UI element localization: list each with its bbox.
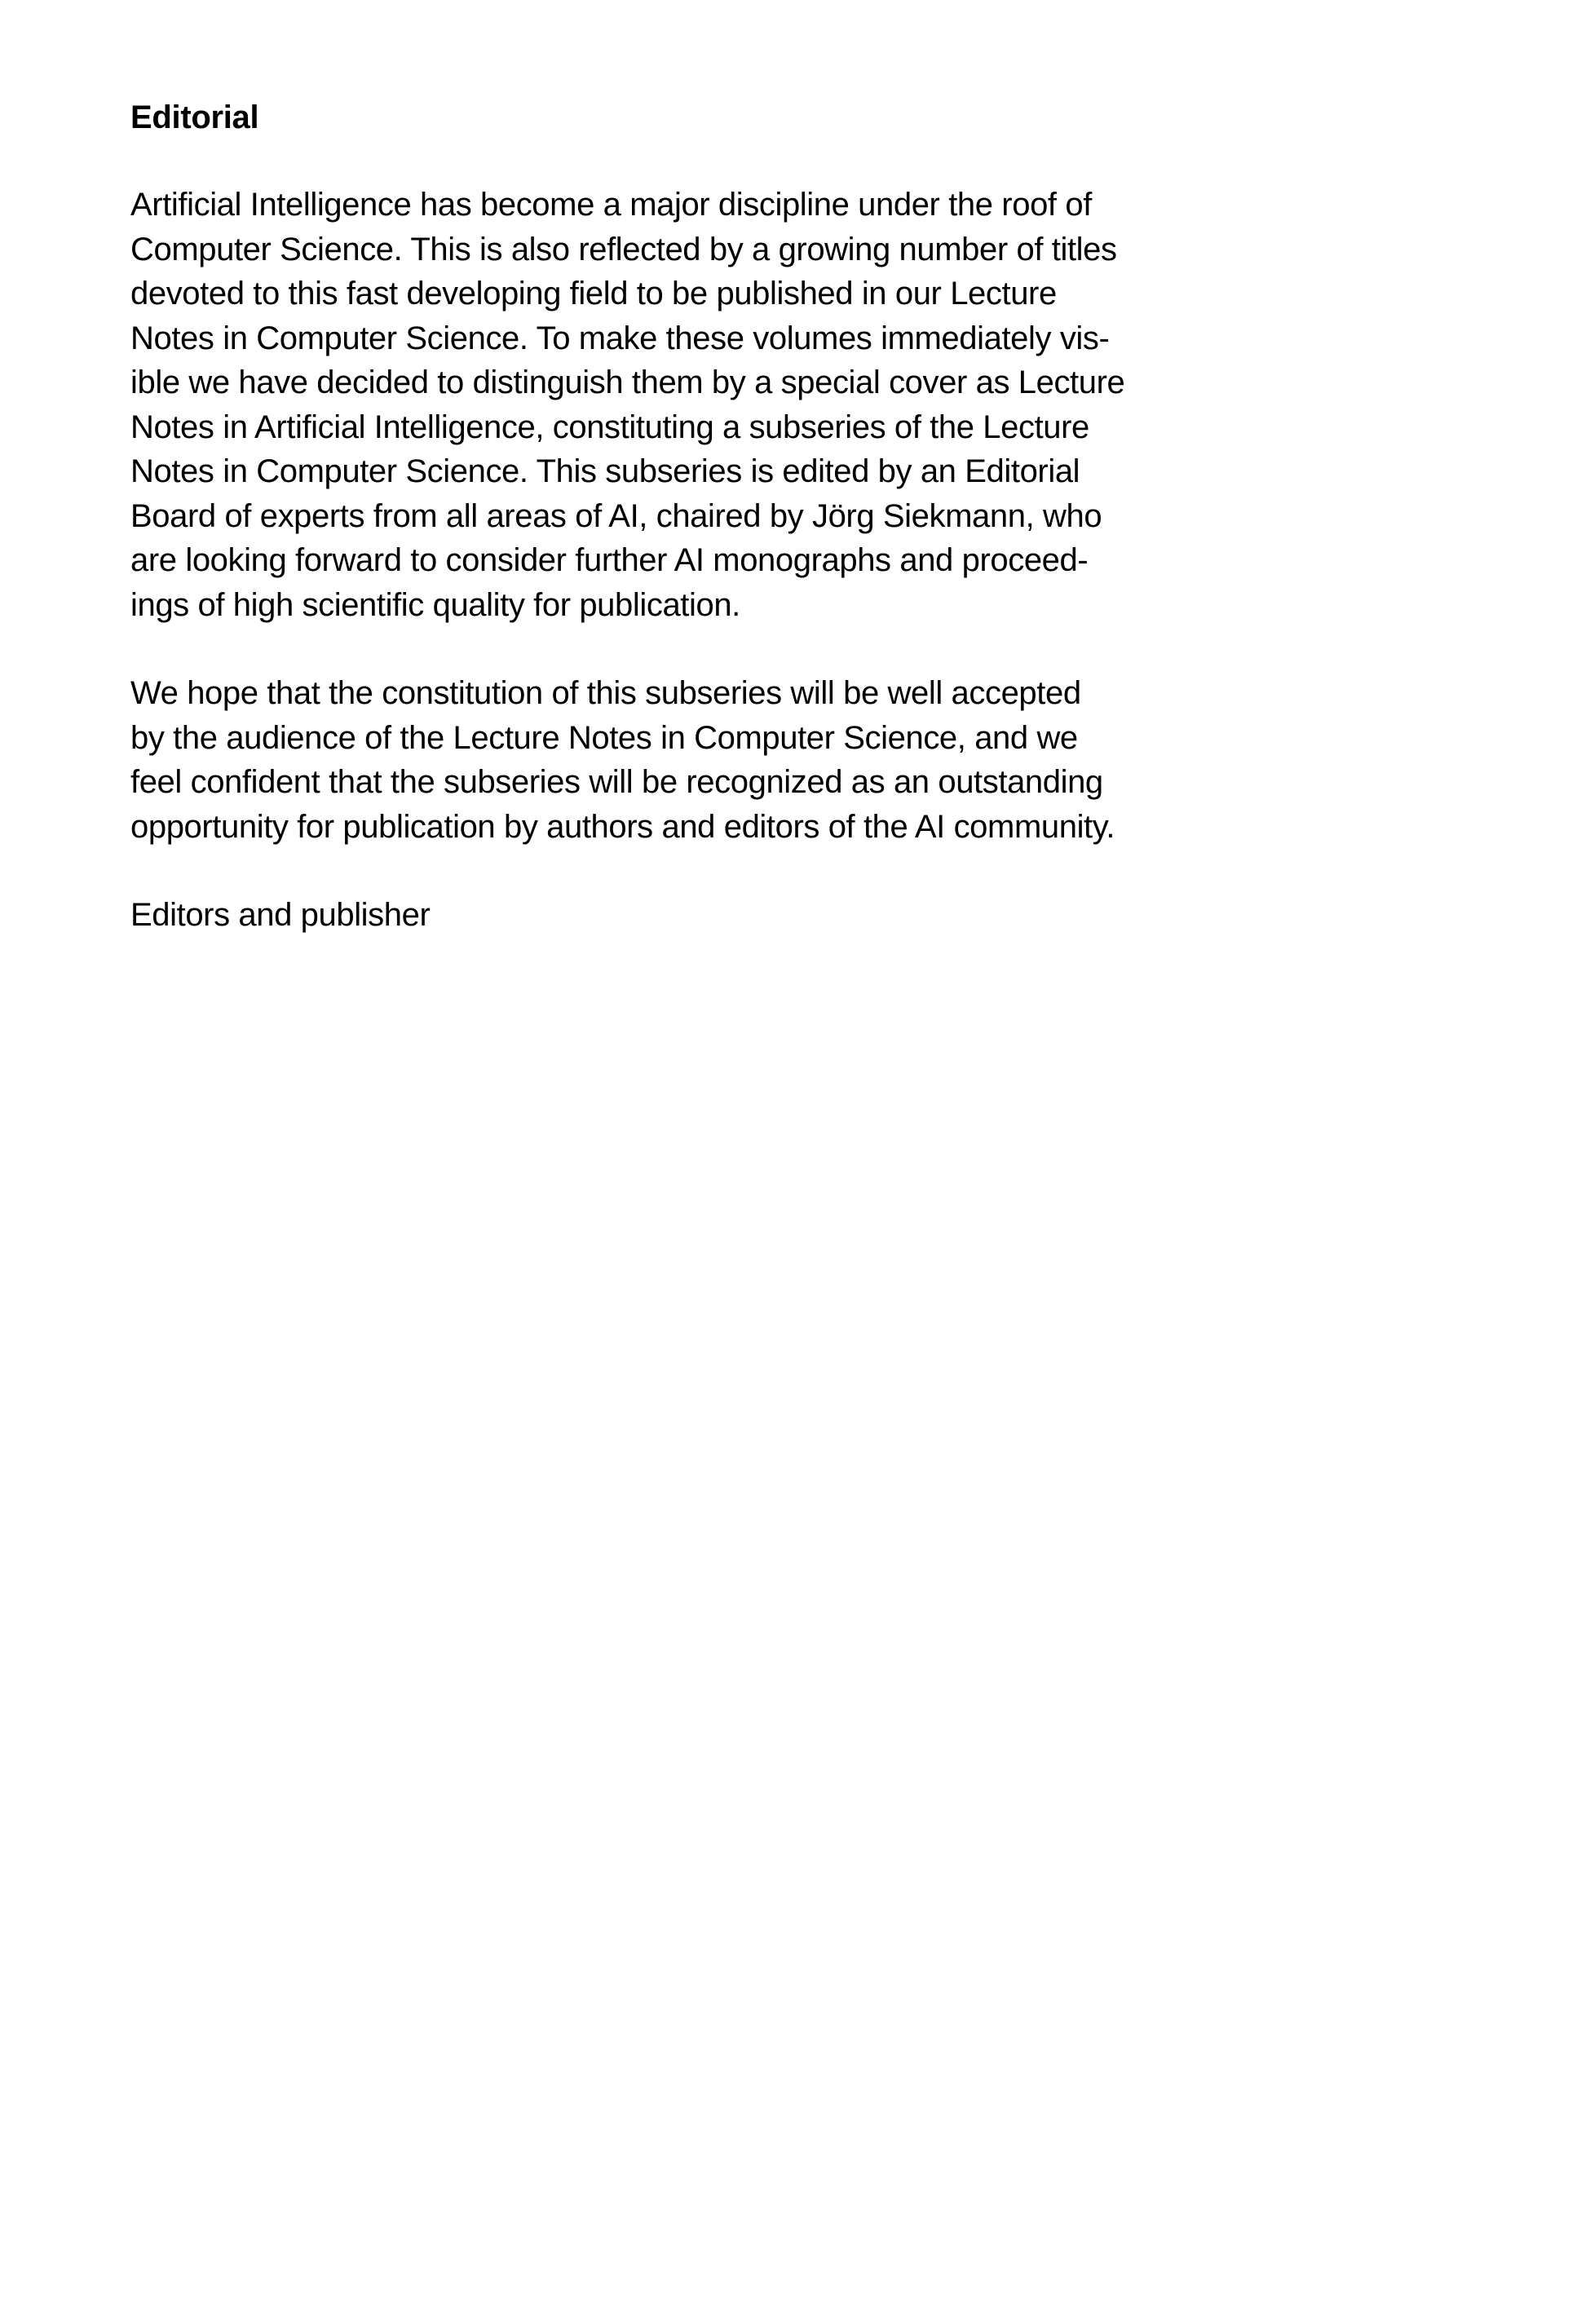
paragraph-line: We hope that the constitution of this subseries will be well accepted [130,675,1081,711]
paragraph-line: ings of high scientific quality for publication. [130,586,740,623]
editorial-paragraph-2 [130,671,1313,849]
paragraph-line: are looking forward to consider further AI monographs and proceed- [130,542,1089,578]
editorial-page [130,96,1313,938]
paragraph-line: Computer Science. This is also reflected by a growing number of titles [130,231,1117,267]
editorial-paragraph-1 [130,183,1313,627]
paragraph-line: devoted to this fast developing field to be published in our Lecture [130,276,1057,311]
editorial-heading: Editorial [130,99,259,135]
editorial-signoff: Editors and publisher [130,897,431,933]
paragraph-line: by the audience of the Lecture Notes in Computer Science, and we [130,719,1078,756]
paragraph-line: Artificial Intelligence has become a major discipline under the roof of [130,187,1092,223]
paragraph-line: opportunity for publication by authors and editors of the AI community. [130,808,1115,845]
paragraph-line: Notes in Computer Science. This subseries is edited by an Editorial [130,453,1080,489]
paragraph-line: feel confident that the subseries will be recognized as an outstanding [130,764,1103,800]
paragraph-line: Notes in Computer Science. To make these volumes immediately vis- [130,320,1110,356]
paragraph-line: Notes in Artificial Intelligence, constituting a subseries of the Lecture [130,409,1089,445]
paragraph-line: ible we have decided to distinguish them by a special cover as Lecture [130,365,1125,400]
paragraph-line: Board of experts from all areas of AI, chaired by Jörg Siekmann, who [130,497,1102,534]
